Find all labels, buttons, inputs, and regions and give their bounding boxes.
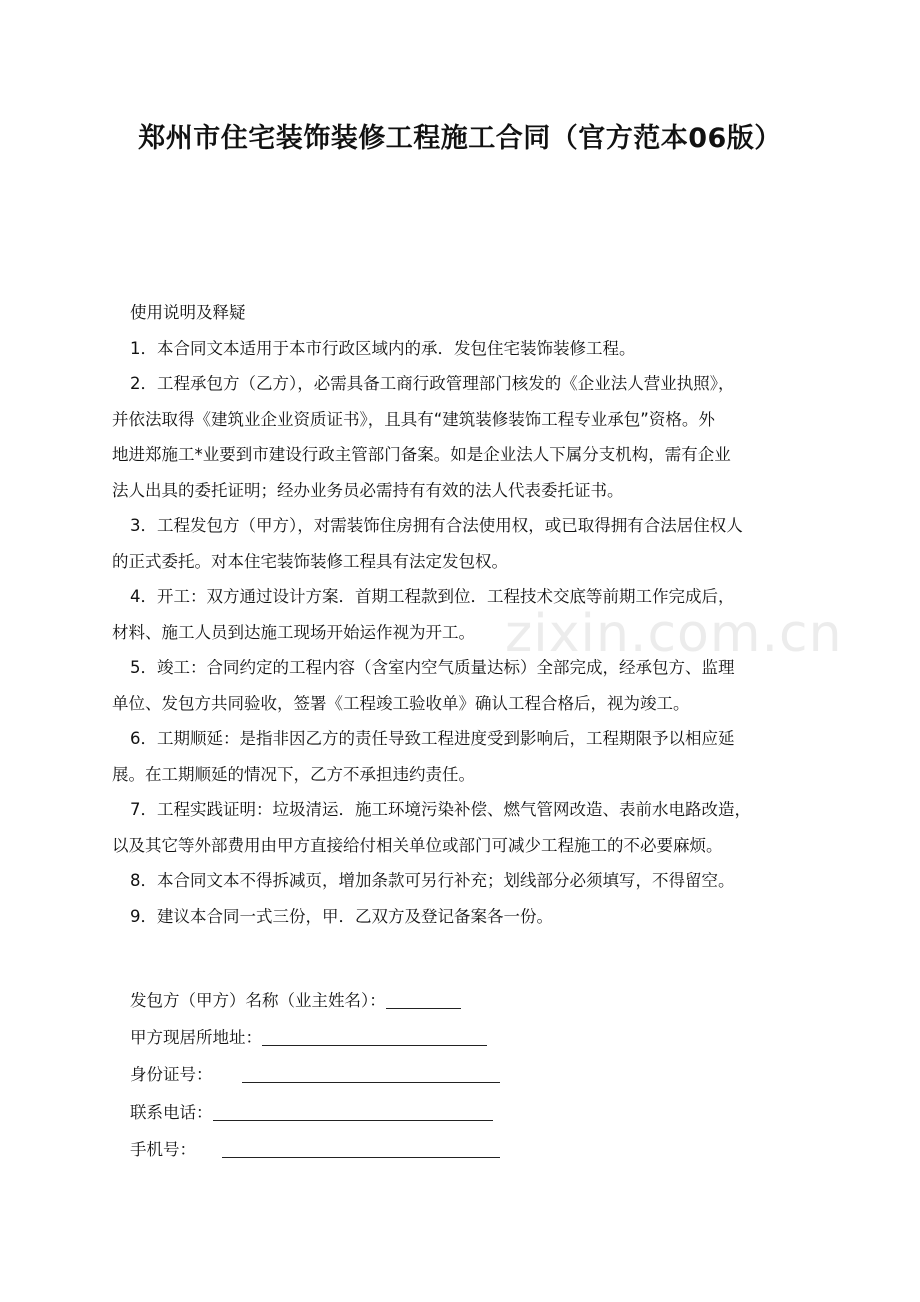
paragraph-line: 以及其它等外部费用由甲方直接给付相关单位或部门可减少工程施工的不必要麻烦。 (112, 835, 723, 855)
phone-blank[interactable] (213, 1102, 493, 1121)
document-title: 郑州市住宅装饰装修工程施工合同（官方范本06版） (138, 123, 782, 154)
mobile-row (130, 1131, 500, 1168)
paragraph-2 (112, 366, 824, 508)
paragraph-line: 6．工期顺延：是指非因乙方的责任导致工程进度受到影响后，工程期限予以相应延 (130, 729, 735, 748)
paragraph-line: 的正式委托。对本住宅装饰装修工程具有法定发包权。 (112, 551, 508, 571)
paragraph-8 (112, 863, 824, 899)
id-blank[interactable] (242, 1064, 500, 1083)
address-label: 甲方现居所地址： (130, 1028, 262, 1048)
paragraph-line: 单位、发包方共同验收，签署《工程竣工验收单》确认工程合格后，视为竣工。 (112, 693, 690, 713)
id-label: 身份证号： (130, 1065, 213, 1085)
paragraph-line: 材料、施工人员到达施工现场开始运作视为开工。 (112, 622, 475, 642)
paragraph-line: 法人出具的委托证明；经办业务员必需持有有效的法人代表委托证书。 (112, 480, 624, 500)
paragraph-3 (112, 508, 824, 579)
owner-name-blank[interactable] (386, 990, 461, 1009)
paragraph-7 (112, 792, 824, 863)
paragraph-line: 地进郑施工*业要到市建设行政主管部门备案。如是企业法人下属分支机构，需有企业 (112, 445, 731, 464)
phone-row (130, 1094, 500, 1131)
document-body (112, 295, 824, 934)
owner-name-label: 发包方（甲方）名称（业主姓名）： (130, 991, 386, 1010)
paragraph-line: 1．本合同文本适用于本市行政区域内的承．发包住宅装饰装修工程。 (130, 338, 636, 358)
paragraph-line: 3．工程发包方（甲方），对需装饰住房拥有合法使用权，或已取得拥有合法居住权人 (130, 516, 743, 535)
paragraph-line: 4．开工：双方通过设计方案．首期工程款到位．工程技术交底等前期工作完成后， (130, 587, 735, 606)
paragraph-line: 7．工程实践证明：垃圾清运．施工环境污染补偿、燃气管网改造、表前水电路改造， (130, 800, 751, 819)
owner-name-row (130, 982, 500, 1019)
paragraph-1 (112, 331, 824, 367)
paragraph-line: 5．竣工：合同约定的工程内容（含室内空气质量达标）全部完成，经承包方、监理 (130, 658, 735, 677)
address-blank[interactable] (262, 1027, 487, 1046)
paragraph-4 (112, 579, 824, 650)
id-row (130, 1056, 500, 1093)
paragraph-9 (112, 899, 824, 935)
paragraph-6 (112, 721, 824, 792)
watermark: zixin.com.cn (505, 604, 843, 664)
paragraph-line: 8．本合同文本不得拆减页，增加条款可另行补充；划线部分必须填写，不得留空。 (130, 871, 735, 890)
mobile-label: 手机号： (130, 1139, 196, 1159)
paragraph-line: 并依法取得《建筑业企业资质证书》，且具有“建筑装修装饰工程专业承包”资格。外 (112, 409, 715, 429)
paragraph-line: 2．工程承包方（乙方），必需具备工商行政管理部门核发的《企业法人营业执照》， (130, 374, 735, 393)
contact-form (130, 982, 500, 1168)
phone-label: 联系电话： (130, 1102, 213, 1122)
mobile-blank[interactable] (222, 1139, 500, 1158)
paragraph-line: 展。在工期顺延的情况下，乙方不承担违约责任。 (112, 764, 475, 784)
instructions-heading: 使用说明及释疑 (130, 303, 246, 322)
paragraph-5 (112, 650, 824, 721)
paragraph-line: 9．建议本合同一式三份，甲．乙双方及登记备案各一份。 (130, 906, 553, 926)
address-row (130, 1019, 500, 1056)
